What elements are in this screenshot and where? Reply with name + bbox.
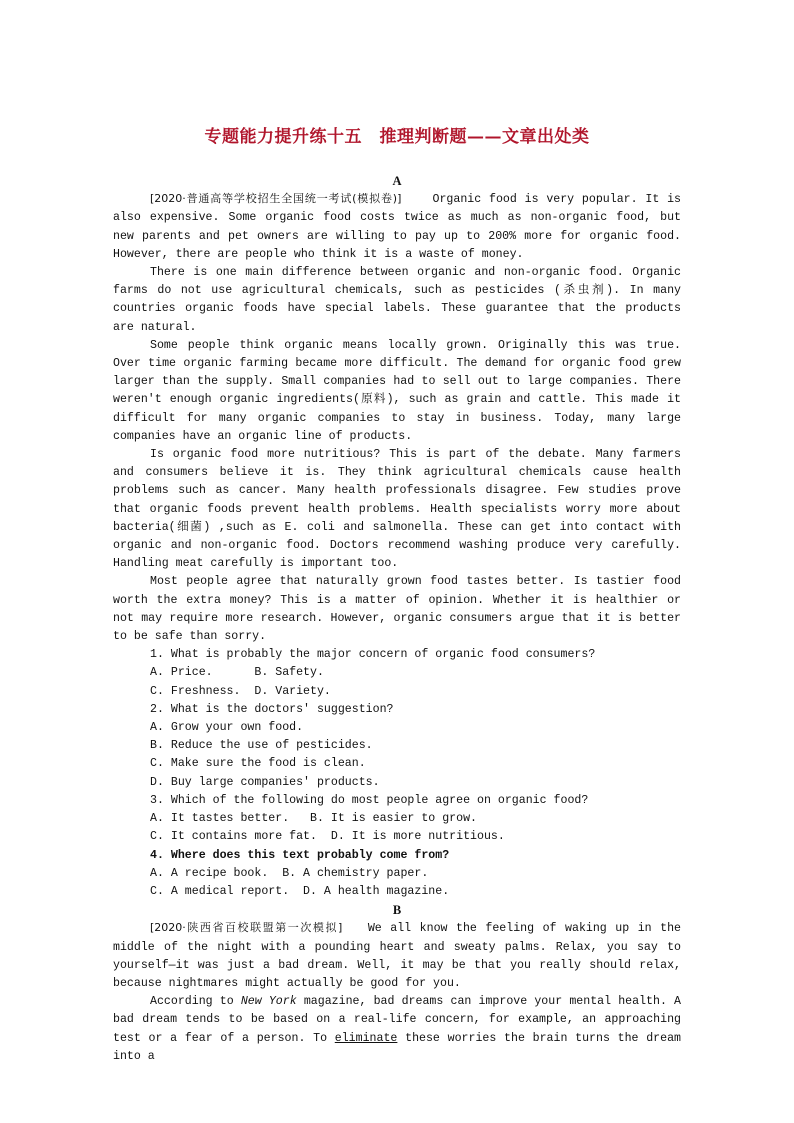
passage-b-p1-text: We all know the feeling of waking up in the middle of the night with a pounding heart and sweaty palms. Relax, you say to yourself—it was just a bad dream. Well, it may be that you really should relax, because nightmares might actually be good for you. (113, 922, 682, 990)
question-2-option-d: D. Buy large companies' products. (150, 775, 380, 789)
question-2: 2. What is the doctors' suggestion? (150, 702, 394, 716)
section-a-heading: A (392, 174, 402, 188)
passage-a-source: [2020·普通高等学校招生全国统一考试(模拟卷)] (150, 192, 402, 206)
question-4-options-row-1: A. A recipe book. B. A chemistry paper. (150, 866, 429, 880)
passage-b-source: [2020·陕西省百校联盟第一次模拟] (150, 921, 343, 935)
question-2-option-b: B. Reduce the use of pesticides. (150, 739, 373, 753)
underlined-word: eliminate (334, 1031, 398, 1045)
question-2-option-c: C. Make sure the food is clean. (150, 757, 366, 771)
question-3: 3. Which of the following do most people agree on organic food? (150, 793, 589, 807)
question-4-options-row-2: C. A medical report. D. A health magazine. (150, 884, 450, 898)
passage-b-p2-text-b: magazine, bad dreams can improve your mental health. A bad dream tends to be based on a real-life concern, for example, an approaching test or a fear of a person. To (113, 995, 682, 1045)
question-1-options-row-1: A. Price. B. Safety. (150, 666, 324, 680)
question-3-options-row-2: C. It contains more fat. D. It is more nutritious. (150, 830, 505, 844)
passage-b-p2-text-a: According to (150, 995, 241, 1009)
question-1-options-row-2: C. Freshness. D. Variety. (150, 684, 331, 698)
passage-b-p2-text-c: these worries the brain turns the dream into a (113, 1031, 682, 1063)
passage-a-paragraph-4: Is organic food more nutritious? This is part of the debate. Many farmers and consumers believe it is. They think agricultural chemicals cause health problems such as cancer. Many health professionals disagree. Few studies prove that organic foods prevent health problems. Health specialists worry more about bacteria(细菌) ,such as E. coli and salmonella. These can get into contact with organic and non-organic food. Doctors recommend washing produce very carefully. Handling meat carefully is important too. (113, 448, 681, 571)
question-2-option-a: A. Grow your own food. (150, 721, 304, 735)
passage-b-paragraph-1 (113, 919, 681, 993)
question-4: 4. Where does this text probably come from? (150, 848, 450, 862)
passage-a-paragraph-5: Most people agree that naturally grown food tastes better. Is tastier food worth the extra money? This is a matter of opinion. Whether it is healthier or not may require more research. However, organic consumers argue that it is better to be safe than sorry. (113, 575, 681, 644)
section-b-heading: B (392, 903, 402, 918)
page-title: 专题能力提升练十五 推理判断题——文章出处类 (204, 127, 590, 147)
document-body (113, 172, 681, 1066)
passage-a-paragraph-1 (113, 190, 681, 264)
passage-a-p1-text: Organic food is very popular. It is also expensive. Some organic food costs twice as much as non-organic food, but new parents and pet owners are willing to pay up to 200% more for organic food. However, there are people who think it is a waste of money. (113, 193, 681, 261)
magazine-name: New York (240, 995, 297, 1009)
question-1: 1. What is probably the major concern of organic food consumers? (150, 648, 596, 662)
passage-a-paragraph-3: Some people think organic means locally grown. Originally this was true. Over time organic farming became more difficult. The demand for organic food grew larger than the supply. Small companies had to sell out to large companies. There weren't enough organic ingredients(原料), such as grain and cattle. This made it difficult for many organic companies to stay in business. Today, many large companies have an organic line of products. (113, 338, 681, 443)
passage-b-paragraph-2 (113, 993, 681, 1066)
passage-a-paragraph-2: There is one main difference between organic and non-organic food. Organic farms do not use agricultural chemicals, such as pesticides (杀虫剂). In many countries organic foods have special labels. These guarantee that the products are natural. (113, 266, 681, 334)
question-3-options-row-1: A. It tastes better. B. It is easier to grow. (150, 812, 477, 826)
